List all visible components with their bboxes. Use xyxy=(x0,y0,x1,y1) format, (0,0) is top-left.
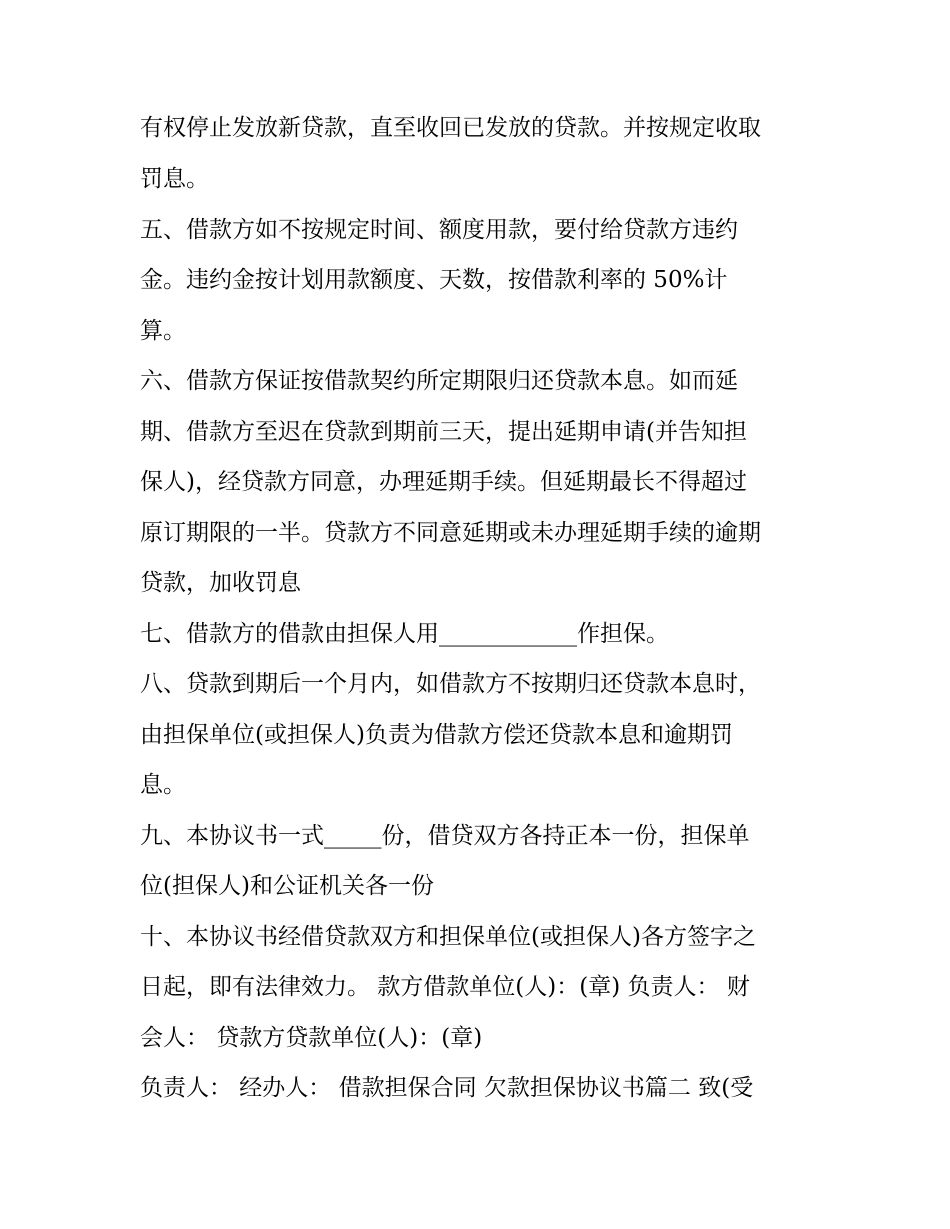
text-line: 位(担保人)和公证机关各一份 xyxy=(140,873,434,899)
text-line: 九、本协议书一式_____份，借贷双方各持正本一份，担保单 xyxy=(140,823,750,849)
text-line: 负责人： 经办人： 借款担保合同 欠款担保协议书篇二 致(受 xyxy=(140,1075,754,1101)
text-line: 十、本协议书经借贷款双方和担保单位(或担保人)各方签字之 xyxy=(140,924,756,950)
text-line: 保人)，经贷款方同意，办理延期手续。但延期最长不得超过 xyxy=(140,469,747,495)
text-line: 日起，即有法律效力。 款方借款单位(人)：(章) 负责人： 财 xyxy=(140,974,750,1000)
text-line: 八、贷款到期后一个月内，如借款方不按期归还贷款本息时， xyxy=(140,671,761,697)
text-line: 会人： 贷款方贷款单位(人)：(章) xyxy=(140,1025,483,1051)
text-line: 七、借款方的借款由担保人用____________作担保。 xyxy=(140,621,669,647)
text-line: 六、借款方保证按借款契约所定期限归还贷款本息。如而延 xyxy=(140,368,738,394)
text-line: 期、借款方至迟在贷款到期前三天，提出延期申请(并告知担 xyxy=(140,419,747,445)
text-line: 金。违约金按计划用款额度、天数，按借款利率的 50%计 xyxy=(140,267,728,293)
text-line: 贷款，加收罚息 xyxy=(140,570,301,596)
text-line: 原订期限的一半。贷款方不同意延期或未办理延期手续的逾期 xyxy=(140,520,761,546)
text-line: 息。 xyxy=(140,772,186,798)
text-line: 有权停止发放新贷款，直至收回已发放的贷款。并按规定收取 xyxy=(140,115,761,141)
text-line: 由担保单位(或担保人)负责为借款方偿还贷款本息和逾期罚 xyxy=(140,722,733,748)
text-line: 算。 xyxy=(140,318,186,344)
text-line: 罚息。 xyxy=(140,166,209,192)
text-line: 五、借款方如不按规定时间、额度用款，要付给贷款方违约 xyxy=(140,217,738,243)
